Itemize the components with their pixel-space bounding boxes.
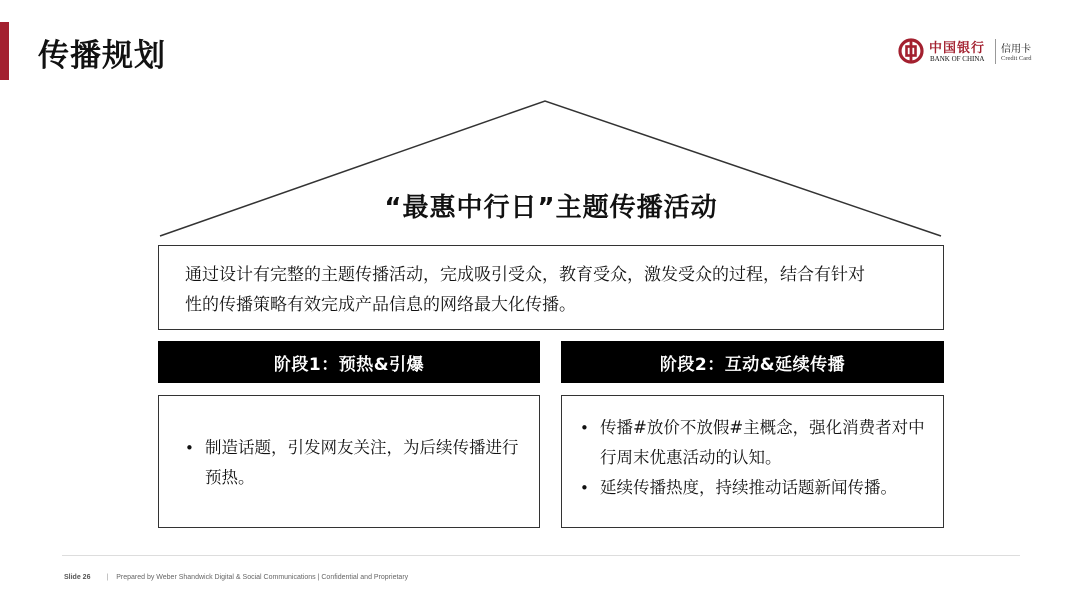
stage-1-bullet-list bbox=[183, 433, 519, 493]
intro-text-line-2: 性的传播策略有效完成产品信息的网络最大化传播。 bbox=[185, 295, 576, 315]
logo-divider bbox=[995, 39, 996, 64]
stage-1-bullet-item: • 制造话题，引发网友关注，为后续传播进行预热。 bbox=[183, 433, 519, 493]
intro-text-line-1: 通过设计有完整的主题传播活动，完成吸引受众，教育受众，激发受众的过程，结合有针对 bbox=[185, 265, 865, 285]
logo-credit-card-en: Credit Card bbox=[1001, 55, 1032, 62]
footer-divider bbox=[62, 555, 1020, 556]
campaign-title: “最惠中行日”主题传播活动 bbox=[384, 193, 718, 223]
logo-bank-name-cn: 中国银行 bbox=[929, 41, 986, 56]
intro-box bbox=[158, 245, 944, 330]
footer bbox=[64, 574, 408, 581]
stage-1-content bbox=[158, 395, 540, 528]
footer-credits: Prepared by Weber Shandwick Digital & Social Communications | Confidential and Proprietary bbox=[116, 574, 409, 581]
stage-2-bullet-item: • 传播#放价不放假#主概念，强化消费者对中行周末优惠活动的认知。 bbox=[578, 413, 929, 473]
page-title: 传播规划 bbox=[38, 38, 166, 74]
logo-bank-name-en: BANK OF CHINA bbox=[930, 55, 985, 63]
stage-2-bullet-list bbox=[578, 413, 929, 503]
stage-2-header: 阶段2：互动&延续传播 bbox=[561, 341, 944, 383]
bank-of-china-credit-card-logo bbox=[898, 36, 1043, 70]
bank-of-china-seal-icon bbox=[898, 38, 924, 64]
logo-credit-card-cn: 信用卡 bbox=[1001, 44, 1031, 55]
stage-1-header: 阶段1：预热&引爆 bbox=[158, 341, 540, 383]
title-accent-bar bbox=[0, 22, 9, 80]
stage-2-content bbox=[561, 395, 944, 528]
slide-number: Slide 26 bbox=[64, 574, 91, 581]
footer-separator: | bbox=[106, 574, 109, 581]
stage-2-bullet-item: • 延续传播热度，持续推动话题新闻传播。 bbox=[578, 473, 929, 503]
